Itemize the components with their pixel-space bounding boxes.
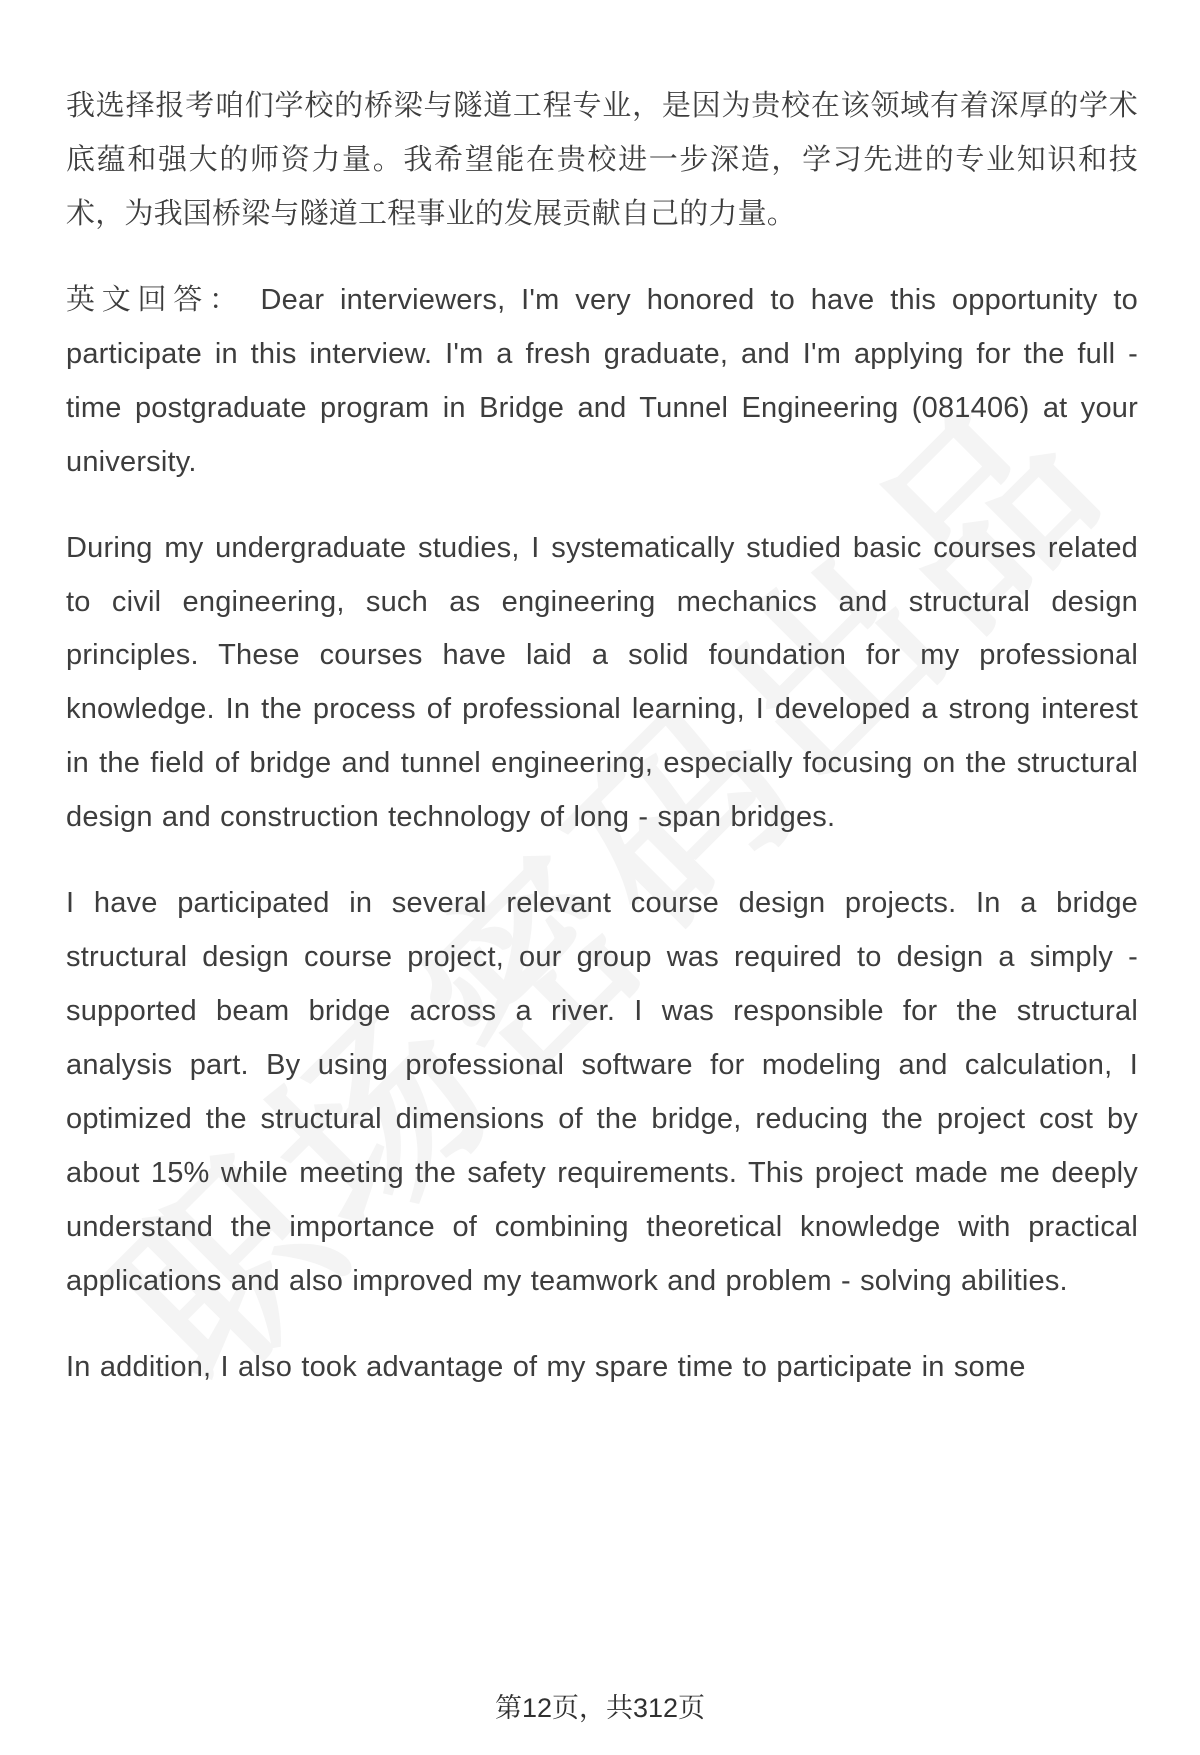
paragraph-chinese-motivation: 我选择报考咱们学校的桥梁与隧道工程专业，是因为贵校在该领域有着深厚的学术底蕴和强大的师资力量。我希望能在贵校进一步深造，学习先进的专业知识和技术，为我国桥梁与隧道工程事业的发展贡献自己的力量。 xyxy=(66,90,1138,230)
paragraph-english-answer-intro: 英文回答： Dear interviewers, I'm very honored to have this opportunity to participate in this interview. I'm a fresh graduate, and I'm applying for the full - time postgraduate program in Bridge and Tunnel Engineering (081406) at your university. xyxy=(66,283,1138,478)
paragraph-undergraduate-studies: During my undergraduate studies, I systematically studied basic courses related to civil engineering, such as engineering mechanics and structural design principles. These courses have laid a solid foundation for my professional knowledge. In the process of professional learning, I developed a strong interest in the field of bridge and tunnel engineering, especially focusing on the structural design and construction technology of long - span bridges. xyxy=(66,531,1138,834)
document-content xyxy=(66,80,1138,1395)
paragraph-course-design-projects: I have participated in several relevant course design projects. In a bridge structural design course project, our group was required to design a simply - supported beam bridge across a river. I was responsible for the structural analysis part. By using professional software for modeling and calculation, I optimized the structural dimensions of the bridge, reducing the project cost by about 15% while meeting the safety requirements. This project made me deeply understand the importance of combining theoretical knowledge with practical applications and also improved my teamwork and problem - solving abilities. xyxy=(66,887,1138,1297)
page-number-footer: 第12页，共312页 xyxy=(494,1693,706,1723)
paragraph-in-addition: In addition, I also took advantage of my spare time to participate in some xyxy=(66,1350,1026,1383)
